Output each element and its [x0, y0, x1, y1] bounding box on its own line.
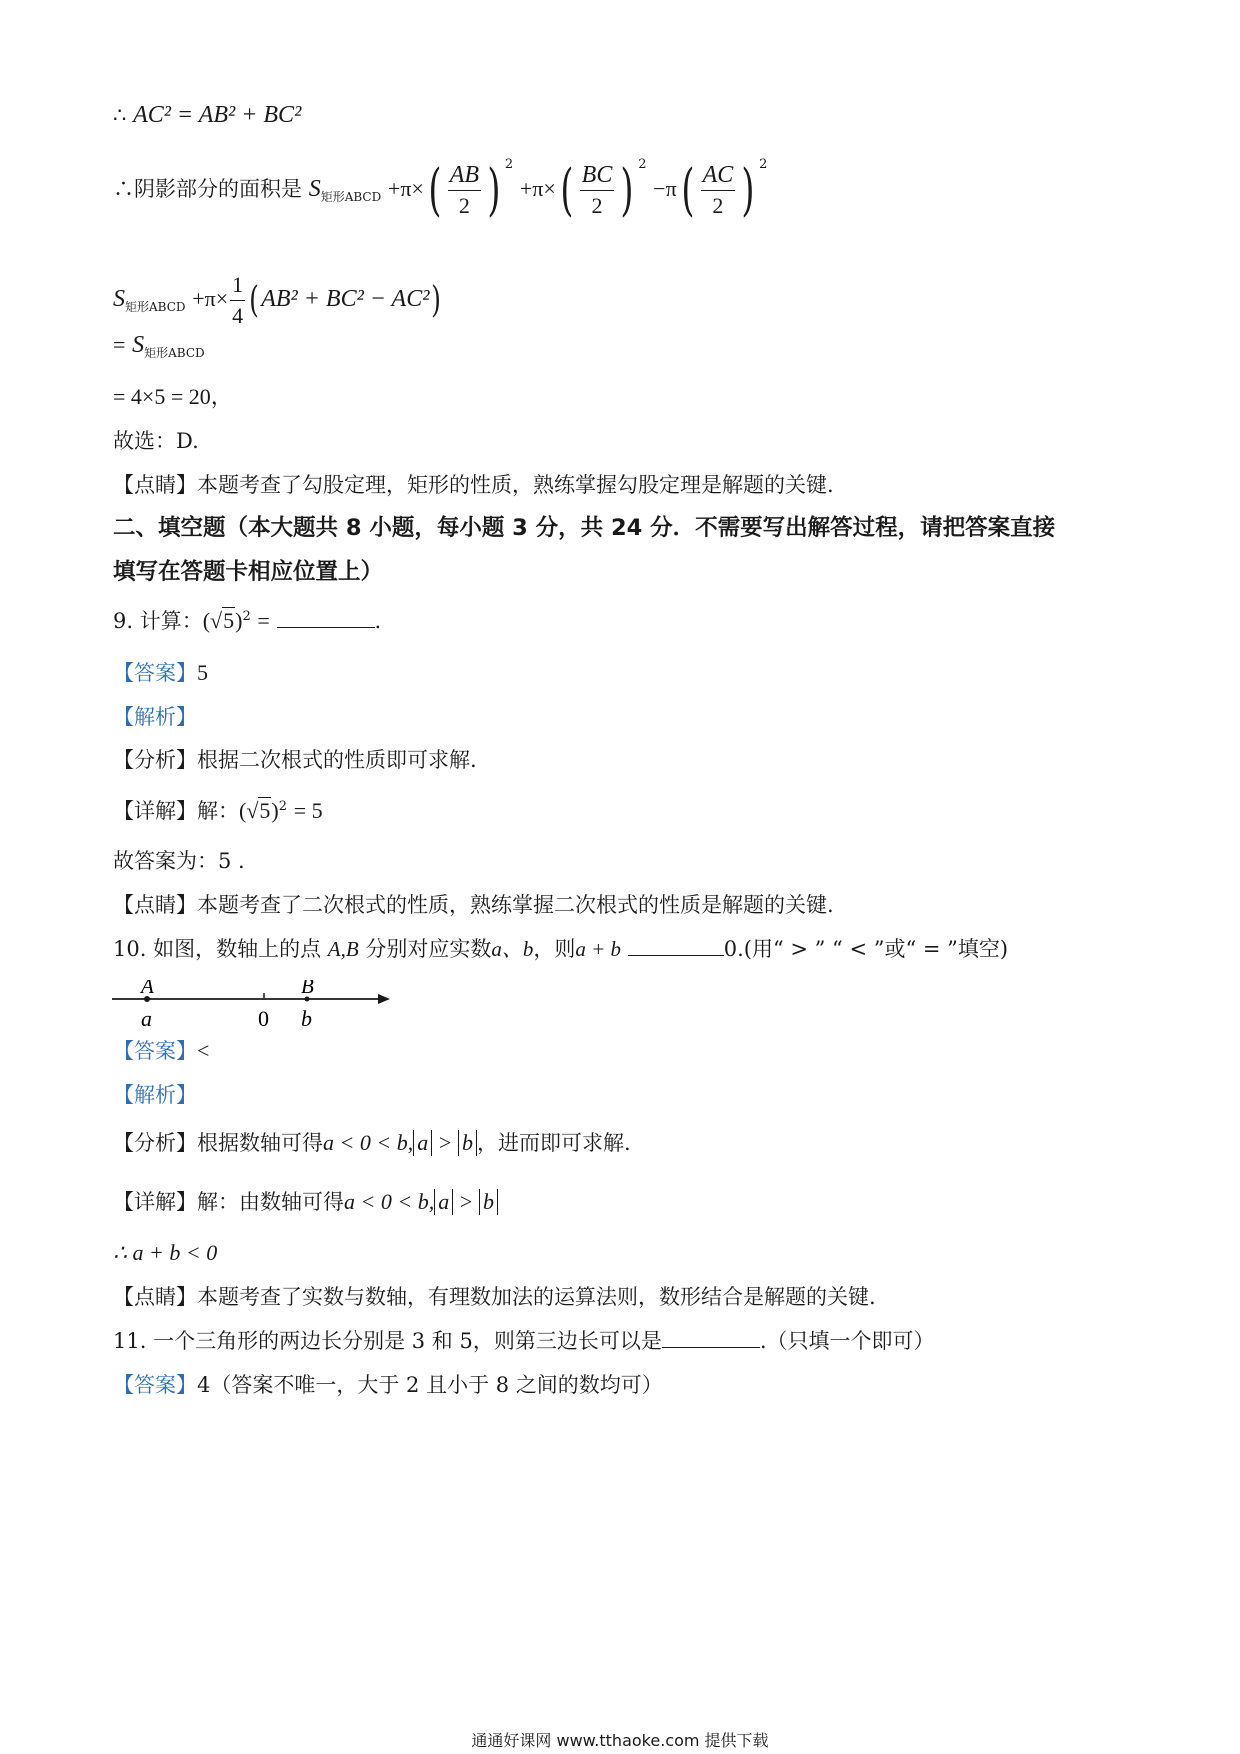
question-10 [113, 934, 1008, 964]
equals-rect-area [113, 330, 205, 360]
q11-stem-b: .（只填一个即可） [759, 1329, 935, 1353]
fraction-numerator: AC [701, 160, 736, 191]
label-A: A [141, 980, 154, 998]
answer-label: 【答案】 [113, 661, 197, 685]
choice-answer: 故选：D. [113, 429, 199, 453]
question-11 [113, 1326, 935, 1356]
xiangjie-label: 【详解】 [113, 799, 197, 823]
number-line-figure [110, 980, 390, 1040]
q10-comment [113, 1282, 876, 1312]
label-a: a [141, 1006, 152, 1031]
q9-detail [113, 796, 323, 826]
fraction-bc-over-2 [580, 160, 615, 221]
q10-vars: a、b [491, 937, 534, 961]
q10-answer [113, 1036, 209, 1066]
s-subscript: 矩形ABCD [144, 346, 205, 361]
exponent: 2 [759, 157, 768, 172]
q9-paren-close: ) [235, 608, 243, 633]
right-paren: ) [431, 279, 442, 321]
answer-value: 4（答案不唯一，大于 2 且小于 8 之间的数均可） [197, 1373, 663, 1397]
q10-stem-b: 分别对应实数 [365, 937, 492, 961]
xiangjie-label: 【详解】 [113, 1190, 197, 1214]
pi-symbol: π [665, 176, 677, 201]
answer-value: < [197, 1038, 210, 1063]
answer-blank[interactable] [662, 1329, 760, 1348]
abs-b: b [458, 1130, 477, 1156]
comment-q8 [113, 470, 834, 500]
pi-symbol: π [400, 176, 412, 201]
exponent: 2 [638, 157, 647, 172]
q10-therefore: ∴ a + b < 0 [113, 1240, 218, 1265]
therefore-ac-squared [113, 100, 301, 130]
sqrt-expression [210, 606, 235, 636]
exponent: 2 [242, 609, 251, 624]
label-B: B [301, 980, 314, 998]
answer-blank[interactable] [628, 937, 724, 956]
right-paren: ) [487, 157, 501, 223]
fraction-denominator: 2 [712, 193, 724, 218]
page-footer: 通通好课网 www.tthaoke.com 提供下载 [471, 1731, 769, 1750]
q10-analysis [113, 1128, 631, 1158]
fraction-denominator: 4 [232, 303, 244, 328]
q10-expr: a + b [575, 937, 622, 961]
detail-result: = 5 [293, 798, 323, 823]
abs-a: a [413, 1130, 432, 1156]
inequality: a < 0 < b, [344, 1189, 435, 1214]
fraction-numerator: BC [580, 160, 615, 191]
fraction-denominator: 2 [591, 193, 603, 218]
fenxi-label: 【分析】 [113, 748, 197, 772]
fraction-numerator: AB [448, 160, 481, 191]
q9-comment [113, 890, 834, 920]
therefore-symbol: ∴ [113, 103, 127, 127]
label-b: b [301, 1006, 312, 1031]
label-0: 0 [258, 1006, 269, 1031]
left-paren: ( [428, 157, 442, 223]
right-paren: ) [620, 157, 634, 223]
fraction-denominator: 2 [458, 193, 470, 218]
q11-stem-a: 11. 一个三角形的两边长分别是 3 和 5，则第三边长可以是 [113, 1329, 662, 1353]
sqrt-expression [246, 796, 271, 826]
greater-than: > [438, 1130, 452, 1155]
q9-analysis [113, 745, 477, 775]
radical-sign: √ [210, 608, 223, 633]
plus-sign: + [192, 286, 205, 311]
abs-a: a [434, 1189, 453, 1215]
area-value: = 4×5 = 20， [113, 384, 233, 409]
dianjing-label: 【点睛】 [113, 893, 197, 917]
q10-detail [113, 1187, 498, 1217]
left-paren: ( [249, 279, 260, 321]
pi-symbol: π [532, 176, 544, 201]
minus-sign: − [653, 176, 666, 201]
q10-stem-a: 10. 如图，数轴上的点 [113, 937, 322, 961]
times-sign: × [543, 176, 556, 201]
s-subscript: 矩形ABCD [320, 190, 382, 205]
radicand: 5 [259, 798, 271, 823]
answer-label: 【答案】 [113, 1039, 197, 1063]
section-heading-line2: 填写在答题卡相应位置上） [113, 559, 384, 585]
exponent: 2 [278, 799, 288, 814]
pythagoras-equation: AC² = AB² + BC² [133, 102, 302, 128]
detail-paren-open: ( [239, 798, 247, 823]
s-subscript: 矩形ABCD [125, 300, 186, 315]
analysis-text: 根据二次根式的性质即可求解. [197, 748, 477, 772]
answer-label: 【答案】 [113, 1373, 197, 1397]
s-symbol: S [308, 176, 321, 202]
fraction-numerator: 1 [230, 270, 245, 301]
fenxi-label: 【分析】 [113, 1131, 197, 1155]
fraction-ab-over-2 [448, 160, 481, 221]
analysis-tail: ，进而即可求解. [477, 1131, 631, 1155]
section-heading-line1: 二、填空题（本大题共 8 小题，每小题 3 分，共 24 分．不需要写出解答过程，请把答案直接 [113, 515, 1056, 541]
comment-text: 本题考查了实数与数轴，有理数加法的运算法则，数形结合是解题的关键. [197, 1285, 876, 1309]
quarter-expression [113, 268, 443, 332]
q9-paren-open: ( [202, 608, 211, 633]
question-9 [113, 606, 381, 636]
dianjing-label: 【点睛】 [113, 473, 197, 497]
q11-answer [113, 1370, 663, 1400]
s-symbol: S [132, 332, 145, 358]
left-paren: ( [560, 157, 574, 223]
times-sign: × [215, 286, 229, 311]
arrow-head [378, 994, 390, 1004]
exponent: 2 [504, 157, 514, 172]
comment-text: 本题考查了勾股定理，矩形的性质，熟练掌握勾股定理是解题的关键. [197, 473, 834, 497]
left-paren: ( [681, 157, 695, 223]
inequality: a < 0 < b, [323, 1130, 414, 1155]
plus-sign: + [387, 176, 401, 201]
equals-sign: = [257, 608, 270, 633]
pi-symbol: π [204, 286, 216, 311]
analysis-text: 根据数轴可得 [197, 1131, 323, 1155]
q10-points: A,B [327, 937, 359, 961]
dianjing-label: 【点睛】 [113, 1285, 197, 1309]
radicand: 5 [223, 608, 235, 633]
q10-jiexi-label: 【解析】 [113, 1083, 197, 1107]
shaded-area-prefix: ∴阴影部分的面积是 [113, 177, 302, 201]
sum-of-squares: AB² + BC² − AC² [261, 286, 430, 312]
comment-text: 本题考查了二次根式的性质，熟练掌握二次根式的性质是解题的关键. [197, 893, 834, 917]
greater-than: > [459, 1189, 473, 1214]
q9-answer [113, 658, 208, 688]
equals-sign: = [113, 332, 126, 357]
detail-prefix: 解： [197, 799, 239, 823]
answer-value: 5 [197, 660, 208, 685]
abs-b: b [479, 1189, 498, 1215]
times-sign: × [411, 176, 424, 201]
plus-sign: + [519, 176, 533, 201]
q10-stem-d: 0.(用“ > ” “ < ”或“ = ”填空) [723, 937, 1009, 961]
q9-stem: 9. 计算： [113, 609, 203, 633]
q9-jiexi-label: 【解析】 [113, 705, 197, 729]
right-paren: ) [741, 157, 755, 223]
q9-conclusion: 故答案为：5 . [113, 849, 245, 873]
detail-text: 解：由数轴可得 [197, 1190, 344, 1214]
radical-sign: √ [246, 798, 259, 823]
detail-paren-close: ) [271, 798, 279, 823]
s-symbol: S [113, 286, 125, 312]
q10-stem-c: ，则 [533, 937, 576, 961]
q9-tail: . [374, 609, 382, 633]
fraction-ac-over-2 [701, 160, 736, 221]
fraction-one-quarter [230, 270, 245, 331]
shaded-area-expression [113, 158, 767, 221]
answer-blank[interactable] [277, 609, 375, 628]
